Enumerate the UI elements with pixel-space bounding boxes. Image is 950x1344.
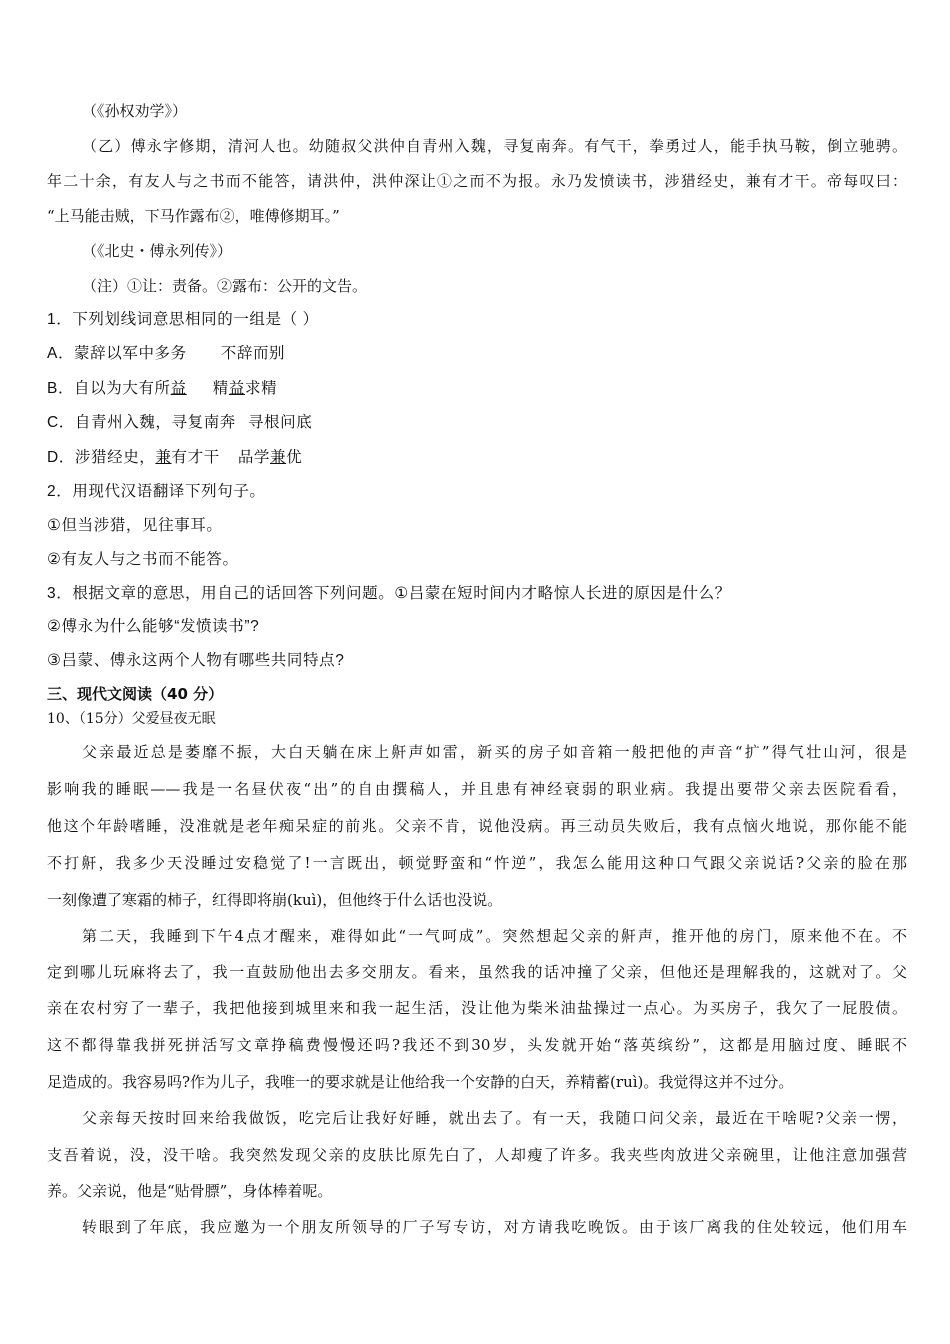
option-d-second-post: 优 bbox=[286, 449, 303, 466]
article-p1-line-5: 一刻像遭了寒霜的柿子，红得即将崩(kuì)，但他终于什么话也没说。 bbox=[47, 891, 503, 909]
option-b-second-pre: 精 bbox=[212, 380, 229, 397]
option-d-first-pre: D．涉猎经史， bbox=[47, 449, 156, 466]
option-d-first-post: 有才干 bbox=[171, 449, 220, 466]
article-p1-line-2: 影响我的睡眠——我是一名昼伏夜“出”的自由撰稿人，并且患有神经衰弱的职业病。我提出要带父亲去医院看看， bbox=[47, 780, 907, 798]
article-p1-line-3: 他这个年龄嗜睡，没准就是老年痴呆症的前兆。父亲不肯，说他没病。再三动员失败后，我有点恼火地说，那你能不能 bbox=[47, 817, 907, 835]
source-beishi: （《北史・傅永列传》） bbox=[82, 242, 233, 260]
question-2-item-1: ①但当涉猎，见往事耳。 bbox=[47, 517, 223, 534]
article-p2-line-4: 这不都得靠我拼死拼活写文章挣稿费慢慢还吗?我还不到30岁，头发就开始“落英缤纷”，这都是用脑过度、睡眠不 bbox=[47, 1036, 907, 1054]
item-10-title: 10、（15分）父爱昼夜无眠 bbox=[47, 711, 216, 727]
passage-yi-line-3: “上马能击贼，下马作露布②，唯傅修期耳。” bbox=[47, 207, 340, 225]
article-p3-line-1: 父亲每天按时回来给我做饭，吃完后让我好好睡，就出去了。有一天，我随口问父亲，最近在干啥呢?父亲一愣， bbox=[82, 1109, 907, 1127]
article-p1-line-1: 父亲最近总是萎靡不振，大白天躺在床上鼾声如雷，新买的房子如音箱一般把他的声音“扩”得气壮山河，很是 bbox=[82, 743, 907, 761]
question-3: 3．根据文章的意思，用自己的话回答下列问题。①吕蒙在短时间内才略惊人长进的原因是什么？ bbox=[47, 585, 731, 602]
option-a-second: 不辞而别 bbox=[220, 345, 286, 362]
option-a-first: A．蒙辞以军中多务 bbox=[47, 345, 187, 362]
option-d-second-pre: 品学 bbox=[237, 449, 271, 466]
question-2: 2．用现代汉语翻译下列句子。 bbox=[47, 483, 266, 500]
option-a bbox=[47, 344, 907, 364]
article-p3-line-3: 养。父亲说，他是“贴骨膘”，身体棒着呢。 bbox=[47, 1182, 333, 1200]
option-d-underlined-2: 兼 bbox=[270, 449, 287, 466]
article-p2-line-1: 第二天，我睡到下午4点才醒来，难得如此“一气呵成”。突然想起父亲的鼾声，推开他的房门，原来他不在。不 bbox=[82, 927, 907, 945]
option-b-underlined-1: 益 bbox=[170, 380, 187, 397]
article-p2-line-2: 定到哪儿玩麻将去了，我一直鼓励他出去多交朋友。看来，虽然我的话冲撞了父亲，但他还是理解我的，这就对了。父 bbox=[47, 963, 907, 981]
option-d bbox=[47, 448, 907, 468]
option-c-first: C．自青州入魏，寻复南奔 bbox=[47, 414, 236, 431]
question-1: 1．下列划线词意思相同的一组是（ ） bbox=[47, 311, 319, 328]
section-3-heading: 三、现代文阅读（40 分） bbox=[47, 685, 224, 703]
option-b bbox=[47, 379, 907, 399]
option-b-first: B．自以为大有所 bbox=[47, 380, 171, 397]
passage-note: （注）①让：责备。②露布：公开的文告。 bbox=[82, 277, 368, 295]
question-3-item-3: ③吕蒙、傅永这两个人物有哪些共同特点? bbox=[47, 652, 345, 669]
option-d-underlined-1: 兼 bbox=[155, 449, 172, 466]
article-p2-line-5: 足造成的。我容易吗?作为儿子，我唯一的要求就是让他给我一个安静的白天，养精蓄(ruì)。我觉得这并不过分。 bbox=[47, 1073, 794, 1091]
option-b-second-post: 求精 bbox=[244, 380, 278, 397]
passage-yi-line-2: 年二十余，有友人与之书而不能答，请洪仲，洪仲深让①之而不为报。永乃发愤读书，涉猎经史，兼有才干。帝每叹曰： bbox=[47, 172, 907, 190]
option-c-second: 寻根问底 bbox=[247, 414, 313, 431]
question-2-item-2: ②有友人与之书而不能答。 bbox=[47, 551, 239, 568]
passage-yi-line-1: （乙）傅永字修期，清河人也。幼随叔父洪仲自青州入魏，寻复南奔。有气干，拳勇过人，能手执马鞍，倒立驰骋。 bbox=[82, 137, 907, 155]
source-sunquan: （《孙权劝学》） bbox=[82, 102, 188, 120]
article-p3-line-2: 支吾着说，没，没干啥。我突然发现父亲的皮肤比原先白了，人却瘦了许多。我夹些肉放进父亲碗里，让他注意加强营 bbox=[47, 1146, 907, 1164]
article-p2-line-3: 亲在农村穷了一辈子，我把他接到城里来和我一起生活，没让他为柴米油盐操过一点心。为买房子，我欠了一屁股债。 bbox=[47, 999, 907, 1017]
question-3-item-2: ②傅永为什么能够“发愤读书”? bbox=[47, 618, 260, 635]
option-c bbox=[47, 413, 907, 433]
article-p4-line-1: 转眼到了年底，我应邀为一个朋友所领导的厂子写专访，对方请我吃晚饭。由于该厂离我的住处较远，他们用车 bbox=[82, 1218, 907, 1236]
option-b-underlined-2: 益 bbox=[228, 380, 245, 397]
article-p1-line-4: 不打鼾，我多少天没睡过安稳觉了!一言既出，顿觉野蛮和“忤逆”，我怎么能用这种口气跟父亲说话?父亲的脸在那 bbox=[47, 854, 907, 872]
